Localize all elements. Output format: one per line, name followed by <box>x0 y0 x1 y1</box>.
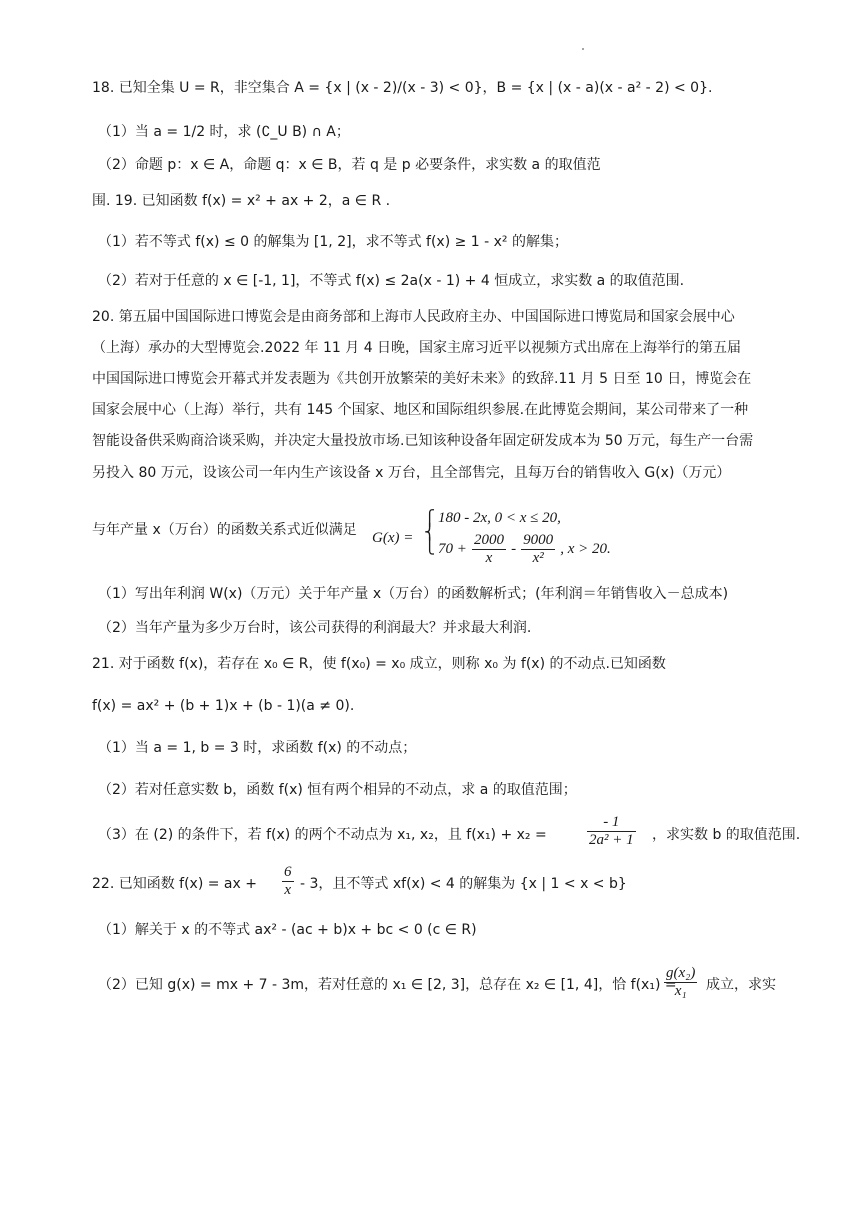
piecewise-case2-prefix: 70 + <box>438 541 467 557</box>
piecewise-lhs: G(x) = <box>372 530 414 546</box>
q22-stem: 22. 已知函数 f(x) = ax + <box>92 876 257 892</box>
q22-part2-tail: 成立，求实 <box>706 977 776 993</box>
page-marker-dot <box>582 48 584 50</box>
q20-para-line7: 与年产量 x（万台）的函数关系式近似满足 <box>92 522 357 538</box>
piecewise-case1: 180 - 2x, 0 < x ≤ 20, <box>438 510 561 526</box>
q21-stem: 21. 对于函数 f(x)，若存在 x₀ ∈ R，使 f(x₀) = x₀ 成立，则称 x₀ 为 f(x) 的不动点.已知函数 <box>92 656 666 672</box>
q21-function: f(x) = ax² + (b + 1)x + (b - 1)(a ≠ 0). <box>92 698 355 714</box>
q19-part2: （2）若对于任意的 x ∈ [-1, 1]，不等式 f(x) ≤ 2a(x - 1) + 4 恒成立，求实数 a 的取值范围. <box>98 273 685 289</box>
q18-part2: （2）命题 p：x ∈ A，命题 q：x ∈ B，若 q 是 p 必要条件，求实数 a 的取值范 <box>98 157 601 173</box>
q21-part2: （2）若对任意实数 b，函数 f(x) 恒有两个相异的不动点，求 a 的取值范围； <box>98 782 577 798</box>
q22-stem-tail: - 3，且不等式 xf(x) < 4 的解集为 {x | 1 < x < b} <box>300 876 627 892</box>
q19-stem: 围. 19. 已知函数 f(x) = x² + ax + 2，a ∈ R . <box>92 193 391 209</box>
piecewise-frac2: $\frac{9000}{\text{x²}}$ <box>523 532 554 566</box>
piecewise-case2 <box>438 532 611 567</box>
q18-stem: 18. 已知全集 U = R，非空集合 A = {x | (x - 2)/(x - 3) < 0}，B = {x | (x - a)(x - a² - 2) < 0}. <box>92 80 713 96</box>
q21-part3: （3）在 (2) 的条件下，若 f(x) 的两个不动点为 x₁, x₂，且 f(x₁) + x₂ = <box>98 827 547 843</box>
q20-para-line3: 中国国际进口博览会开幕式并发表题为《共创开放繁荣的美好未来》的致辞.11 月 5 日至 10 日，博览会在 <box>92 371 752 387</box>
piecewise-frac1: $\frac{2000}{x}$ <box>473 532 504 566</box>
q20-part1: （1）写出年利润 W(x)（万元）关于年产量 x（万台）的函数解析式；(年利润＝年销售收入－总成本) <box>98 586 729 602</box>
q20-para-line4: 国家会展中心（上海）举行，共有 145 个国家、地区和国际组织参展.在此博览会期间，某公司带来了一种 <box>92 402 749 418</box>
q22-part2-fraction: $\frac{\text{g(x₂)}}{\text{x₁}}$ <box>666 965 696 999</box>
q21-fraction: $\frac{- 1}{\text{2a² + 1}}$ <box>589 814 634 848</box>
q20-para-line2: （上海）承办的大型博览会.2022 年 11 月 4 日晚，国家主席习近平以视频方式出席在上海举行的第五届 <box>92 340 742 356</box>
q19-part1: （1）若不等式 f(x) ≤ 0 的解集为 [1, 2]，求不等式 f(x) ≥ 1 - x² 的解集； <box>98 234 568 250</box>
q22-part2: （2）已知 g(x) = mx + 7 - 3m，若对任意的 x₁ ∈ [2, 3]，总存在 x₂ ∈ [1, 4]，恰 f(x₁) = <box>98 977 677 993</box>
q20-para-line1: 20. 第五届中国国际进口博览会是由商务部和上海市人民政府主办、中国国际进口博览局和国家会展中心 <box>92 309 735 325</box>
q20-para-line6: 另投入 80 万元，设该公司一年内生产该设备 x 万台，且全部售完，且每万台的销售收入 G(x)（万元） <box>92 465 731 481</box>
q18-part1: （1）当 a = 1/2 时，求 (∁_U B) ∩ A； <box>98 124 350 140</box>
piecewise-minus: - <box>511 541 517 557</box>
q22-fraction: $\frac{6}{x}$ <box>284 864 292 898</box>
q20-part2: （2）当年产量为多少万台时，该公司获得的利润最大？并求最大利润. <box>98 620 532 636</box>
piecewise-tail: , x > 20. <box>560 541 611 557</box>
q20-para-line5: 智能设备供采购商洽谈采购，并决定大量投放市场.已知该种设备年固定研发成本为 50 万元，每生产一台需 <box>92 433 754 449</box>
q21-part3-tail: ，求实数 b 的取值范围. <box>652 827 801 843</box>
q22-part1: （1）解关于 x 的不等式 ax² - (ac + b)x + bc < 0 (c ∈ R) <box>98 922 477 938</box>
piecewise-brace: ⎧ ⎨ ⎩ <box>424 511 436 555</box>
q21-part1: （1）当 a = 1, b = 3 时，求函数 f(x) 的不动点； <box>98 740 417 756</box>
